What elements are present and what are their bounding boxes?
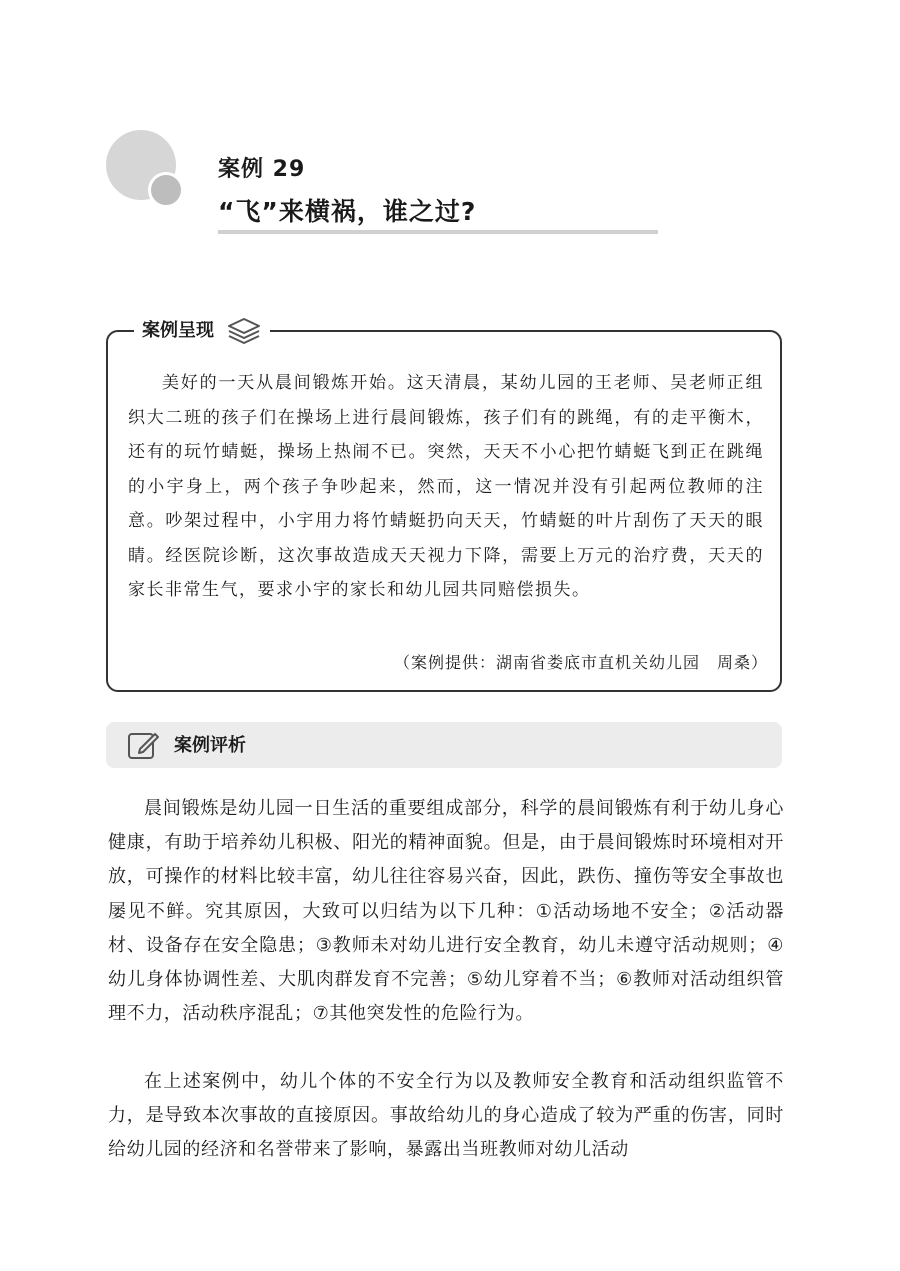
case-number: 案例 29 (218, 157, 306, 182)
case-presentation-text: 美好的一天从晨间锻炼开始。这天清晨，某幼儿园的王老师、吴老师正组织大二班的孩子们在操场上进行晨间锻炼，孩子们有的跳绳，有的走平衡木，还有的玩竹蜻蜓，操场上热闹不已。突然，天天不小心把竹蜻蜓飞到正在跳绳的小宇身上，两个孩子争吵起来，然而，这一情况并没有引起两位教师的注意。吵架过程中，小宇用力将竹蜻蜓扔向天天，竹蜻蜓的叶片刮伤了天天的眼睛。经医院诊断，这次事故造成天天视力下降，需要上万元的治疗费，天天的家长非常生气，要求小宇的家长和幼儿园共同赔偿损失。 (128, 373, 764, 600)
title-underline (218, 230, 658, 234)
case-presentation-heading (134, 316, 270, 346)
edit-icon (126, 728, 160, 762)
case-analysis-title: 案例评析 (174, 735, 246, 756)
analysis-paragraph: 在上述案例中，幼儿个体的不安全行为以及教师安全教育和活动组织监管不力，是导致本次事故的直接原因。事故给幼儿的身心造成了较为严重的伤害，同时给幼儿园的经济和名誉带来了影响，暴露出当班教师对幼儿活动 (108, 1071, 784, 1161)
case-source: （案例提供：湖南省娄底市直机关幼儿园 周桑） (393, 653, 768, 672)
analysis-paragraph: 晨间锻炼是幼儿园一日生活的重要组成部分，科学的晨间锻炼有利于幼儿身心健康，有助于培养幼儿积极、阳光的精神面貌。但是，由于晨间锻炼时环境相对开放，可操作的材料比较丰富，幼儿往往容易兴奋，因此，跌伤、撞伤等安全事故也屡见不鲜。究其原因，大致可以归结为以下几种：①活动场地不安全；②活动器材、设备存在安全隐患；③教师未对幼儿进行安全教育，幼儿未遵守活动规则；④幼儿身体协调性差、大肌肉群发育不完善；⑤幼儿穿着不当；⑥教师对活动组织管理不力，活动秩序混乱；⑦其他突发性的危险行为。 (108, 798, 784, 1025)
analysis-paragraph-1-block (108, 792, 784, 1031)
layers-icon (226, 316, 262, 346)
case-presentation-label: 案例呈现 (142, 320, 214, 341)
case-title: “飞”来横祸，谁之过? (218, 197, 477, 226)
analysis-paragraph-2-block (108, 1065, 784, 1168)
decorative-circle-small (148, 172, 184, 208)
